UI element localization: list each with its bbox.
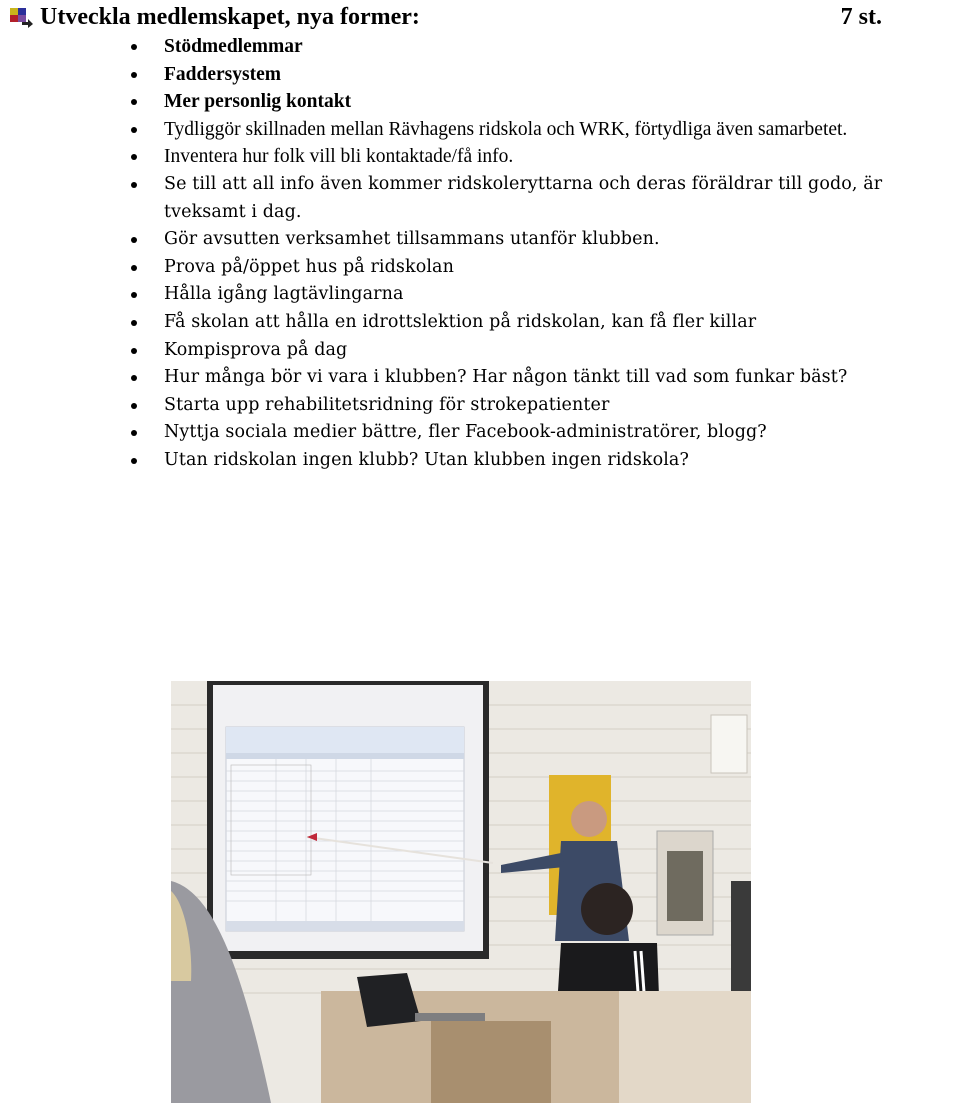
list-item: Faddersystem: [0, 61, 960, 89]
presentation-photo: [171, 681, 751, 1103]
bullet-list: [0, 33, 960, 475]
list-item: Gör avsutten verksamhet tillsammans utanför klubben.: [0, 226, 960, 254]
list-item: Starta upp rehabilitetsridning för strokepatienter: [0, 392, 960, 420]
list-item: Se till att all info även kommer ridskoleryttarna och deras föräldrar till godo, är tveksamt i dag.: [0, 171, 960, 226]
section-heading: [8, 4, 888, 34]
list-item: Nyttja sociala medier bättre, fler Facebook-administratörer, blogg?: [0, 419, 960, 447]
list-item: Tydliggör skillnaden mellan Rävhagens ridskola och WRK, förtydliga även samarbetet.: [0, 116, 960, 144]
list-item: Utan ridskolan ingen klubb? Utan klubben ingen ridskola?: [0, 447, 960, 475]
section-count: 7 st.: [840, 4, 882, 30]
list-item: Kompisprova på dag: [0, 337, 960, 365]
section-title: Utveckla medlemskapet, nya former:: [40, 4, 420, 30]
colored-arrow-bullet-icon: [8, 6, 34, 28]
list-item: Få skolan att hålla en idrottslektion på ridskolan, kan få fler killar: [0, 309, 960, 337]
list-item: Inventera hur folk vill bli kontaktade/få info.: [0, 143, 960, 171]
list-item: Mer personlig kontakt: [0, 88, 960, 116]
list-item: Stödmedlemmar: [0, 33, 960, 61]
list-item: Prova på/öppet hus på ridskolan: [0, 254, 960, 282]
list-item: Hur många bör vi vara i klubben? Har någon tänkt till vad som funkar bäst?: [0, 364, 960, 392]
projector-screen: [207, 681, 489, 959]
list-item: Hålla igång lagtävlingarna: [0, 281, 960, 309]
